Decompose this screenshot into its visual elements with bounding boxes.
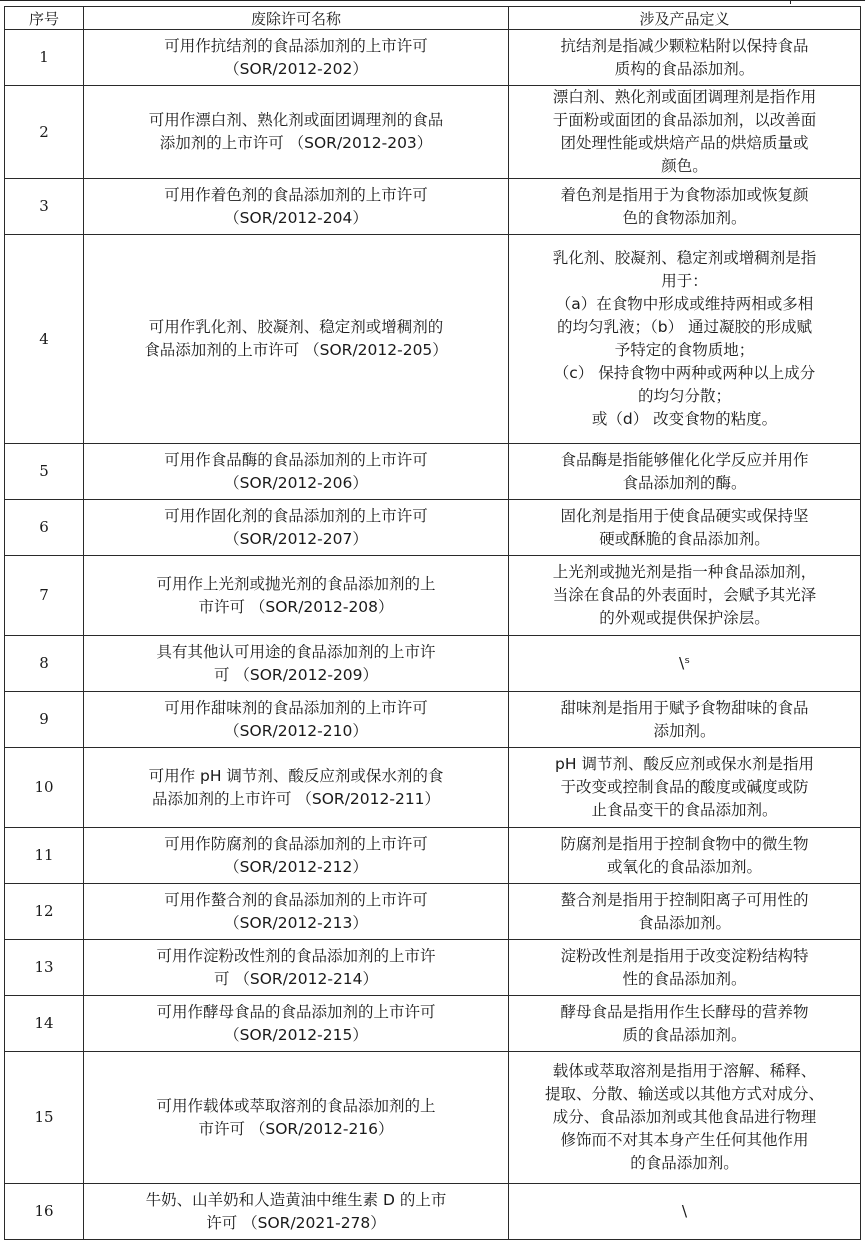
row-index: 4 (5, 235, 84, 444)
permit-name-line: 可 （SOR/2012-214） (213, 969, 379, 988)
permit-name-cell (84, 500, 509, 556)
permit-name-line: （SOR/2012-207） (224, 529, 368, 548)
permit-name-cell (84, 940, 509, 996)
permit-name-cell (84, 996, 509, 1052)
row-index: 14 (5, 996, 84, 1052)
definition-line: 质构的食品添加剂。 (614, 59, 755, 78)
product-definition-cell (509, 940, 861, 996)
definition-line: 于面粉或面团的食品添加剂，以改善面 (552, 111, 817, 129)
permit-name-line: （SOR/2012-206） (224, 473, 368, 492)
permit-name-line: 可用作 pH 调节剂、酸反应剂或保水剂的食 (148, 766, 444, 785)
permit-name-line: 市许可 （SOR/2012-208） (198, 597, 394, 616)
permit-name-line: 可用作食品酶的食品添加剂的上市许可 (164, 450, 428, 469)
product-definition-cell (509, 828, 861, 884)
definition-line: 食品添加剂。 (637, 913, 731, 932)
definition-line: 于改变或控制食品的酸度或碱度或防 (560, 778, 809, 796)
definition-line: （c） 保持食物中两种或两种以上成分 (553, 364, 816, 382)
permit-name-line: （SOR/2012-202） (224, 59, 368, 78)
row-index: 5 (5, 444, 84, 500)
definition-line: 酵母食品是指用作生长酵母的营养物 (560, 1002, 809, 1021)
header-product-definition: 涉及产品定义 (509, 7, 861, 30)
permit-name-line: 可 （SOR/2012-209） (213, 665, 379, 684)
permit-name-cell (84, 884, 509, 940)
definition-line: 修饰而不对其本身产生任何其他作用 (560, 1131, 809, 1149)
definition-line: 的均匀分散； (637, 387, 731, 405)
definition-line: 提取、分散、输送或以其他方式对成分、 (544, 1085, 824, 1103)
definition-line: \ (681, 1202, 688, 1220)
header-permit-name: 废除许可名称 (84, 7, 509, 30)
table-row (5, 996, 861, 1052)
row-index: 1 (5, 30, 84, 86)
permit-name-line: 具有其他认可用途的食品添加剂的上市许 (156, 642, 436, 661)
permit-name-line: 可用作甜味剂的食品添加剂的上市许可 (164, 698, 428, 717)
permit-name-line: 可用作螯合剂的食品添加剂的上市许可 (164, 890, 428, 909)
definition-line: pH 调节剂、酸反应剂或保水剂是指用 (555, 755, 814, 773)
permit-name-cell (84, 444, 509, 500)
permit-name-line: 食品添加剂的上市许可 （SOR/2012-205） (144, 341, 448, 359)
permit-name-cell (84, 636, 509, 692)
permit-name-line: （SOR/2012-210） (224, 721, 368, 740)
permit-name-line: 许可 （SOR/2021-278） (206, 1213, 386, 1232)
permit-name-line: 可用作乳化剂、胶凝剂、稳定剂或增稠剂的 (148, 318, 444, 336)
product-definition-cell (509, 179, 861, 235)
table-row (5, 636, 861, 692)
definition-line: 抗结剂是指减少颗粒粘附以保持食品 (560, 36, 809, 55)
product-definition-cell (509, 636, 861, 692)
definition-line: 性的食品添加剂。 (622, 969, 747, 988)
permit-name-line: （SOR/2012-212） (224, 857, 368, 876)
top-rule (0, 0, 865, 5)
definition-line: 或（d） 改变食物的粘度。 (591, 410, 778, 428)
permit-name-line: 可用作淀粉改性剂的食品添加剂的上市许 (156, 946, 436, 965)
definition-line: 颜色。 (661, 157, 708, 175)
header-index: 序号 (5, 7, 84, 30)
definition-line: 载体或萃取溶剂是指用于溶解、稀释、 (552, 1062, 817, 1080)
permit-name-line: 可用作防腐剂的食品添加剂的上市许可 (164, 834, 428, 853)
permit-name-line: 可用作载体或萃取溶剂的食品添加剂的上 (156, 1096, 436, 1115)
permit-name-cell (84, 179, 509, 235)
product-definition-cell (509, 1052, 861, 1184)
permit-name-line: 可用作酵母食品的食品添加剂的上市许可 (156, 1002, 436, 1021)
header-row (5, 7, 861, 30)
permit-name-line: 牛奶、山羊奶和人造黄油中维生素 D 的上市 (145, 1190, 447, 1209)
permit-name-cell (84, 235, 509, 444)
permit-name-line: 可用作固化剂的食品添加剂的上市许可 (164, 506, 428, 525)
top-rule-tick (790, 0, 791, 4)
permit-name-line: 可用作漂白剂、熟化剂或面团调理剂的食品 (148, 111, 444, 129)
table-row (5, 444, 861, 500)
row-index: 16 (5, 1184, 84, 1240)
definition-line: 上光剂或抛光剂是指一种食品添加剂， (552, 563, 817, 581)
product-definition-cell (509, 692, 861, 748)
product-definition-cell (509, 500, 861, 556)
row-index: 9 (5, 692, 84, 748)
definition-line: 团处理性能或烘焙产品的烘焙质量或 (560, 134, 809, 152)
row-index: 3 (5, 179, 84, 235)
definition-line: 乳化剂、胶凝剂、稳定剂或增稠剂是指 (552, 249, 817, 267)
definition-line: 防腐剂是指用于控制食物中的微生物 (560, 834, 809, 853)
table-row (5, 828, 861, 884)
table-row (5, 556, 861, 636)
definition-line: \ˢ (678, 654, 690, 672)
permit-name-line: （SOR/2012-204） (224, 208, 368, 227)
row-index: 11 (5, 828, 84, 884)
definition-line: （a）在食物中形成或维持两相或多相 (555, 295, 814, 313)
definition-line: 食品添加剂的酶。 (622, 473, 747, 492)
definition-line: 当涂在食品的外表面时，会赋予其光泽 (552, 586, 817, 604)
row-index: 7 (5, 556, 84, 636)
permit-name-line: 可用作上光剂或抛光剂的食品添加剂的上 (156, 574, 436, 593)
permit-name-cell (84, 1184, 509, 1240)
permit-name-cell (84, 692, 509, 748)
definition-line: 止食品变干的食品添加剂。 (591, 801, 778, 819)
definition-line: 甜味剂是指用于赋予食物甜味的食品 (560, 698, 809, 717)
definition-line: 色的食物添加剂。 (622, 208, 747, 227)
permit-name-cell (84, 748, 509, 828)
row-index: 10 (5, 748, 84, 828)
permit-name-line: 市许可 （SOR/2012-216） (198, 1119, 394, 1138)
product-definition-cell (509, 235, 861, 444)
table-row (5, 1184, 861, 1240)
permit-name-line: （SOR/2012-213） (224, 913, 368, 932)
table-row (5, 884, 861, 940)
permit-name-line: 可用作着色剂的食品添加剂的上市许可 (164, 185, 428, 204)
table-row (5, 235, 861, 444)
permit-name-line: 添加剂的上市许可 （SOR/2012-203） (159, 134, 433, 152)
definition-line: 成分、食品添加剂或其他食品进行物理 (552, 1108, 817, 1126)
definition-line: 质的食品添加剂。 (622, 1025, 747, 1044)
table-row (5, 692, 861, 748)
table-row (5, 748, 861, 828)
product-definition-cell (509, 748, 861, 828)
definition-line: 着色剂是指用于为食物添加或恢复颜 (560, 185, 809, 204)
table-row (5, 500, 861, 556)
definition-line: 的均匀乳液；（b） 通过凝胶的形成赋 (556, 318, 813, 336)
definition-line: 或氧化的食品添加剂。 (606, 857, 762, 876)
permit-name-line: 品添加剂的上市许可 （SOR/2012-211） (151, 789, 441, 808)
product-definition-cell (509, 444, 861, 500)
definition-line: 的食品添加剂。 (630, 1154, 739, 1172)
definition-line: 食品酶是指能够催化化学反应并用作 (560, 450, 809, 469)
product-definition-cell (509, 556, 861, 636)
row-index: 6 (5, 500, 84, 556)
row-index: 2 (5, 86, 84, 179)
table-row (5, 179, 861, 235)
row-index: 13 (5, 940, 84, 996)
product-definition-cell (509, 884, 861, 940)
row-index: 8 (5, 636, 84, 692)
revoked-permits-table (4, 6, 861, 1240)
product-definition-cell (509, 996, 861, 1052)
permit-name-cell (84, 30, 509, 86)
permit-name-line: （SOR/2012-215） (224, 1025, 368, 1044)
product-definition-cell (509, 30, 861, 86)
permit-name-cell (84, 1052, 509, 1184)
definition-line: 硬或酥脆的食品添加剂。 (599, 529, 770, 548)
table-row (5, 940, 861, 996)
definition-line: 固化剂是指用于使食品硬实或保持坚 (560, 506, 809, 525)
definition-line: 予特定的食物质地； (614, 341, 755, 359)
permit-name-cell (84, 828, 509, 884)
permit-name-cell (84, 556, 509, 636)
table-row (5, 86, 861, 179)
row-index: 15 (5, 1052, 84, 1184)
definition-line: 淀粉改性剂是指用于改变淀粉结构特 (560, 946, 809, 965)
table-row (5, 30, 861, 86)
definition-line: 螯合剂是指用于控制阳离子可用性的 (560, 890, 809, 909)
definition-line: 用于： (661, 272, 708, 290)
product-definition-cell (509, 1184, 861, 1240)
table-row (5, 1052, 861, 1184)
definition-line: 漂白剂、熟化剂或面团调理剂是指作用 (552, 88, 817, 106)
row-index: 12 (5, 884, 84, 940)
definition-line: 的外观或提供保护涂层。 (599, 609, 770, 627)
permit-name-line: 可用作抗结剂的食品添加剂的上市许可 (164, 36, 428, 55)
product-definition-cell (509, 86, 861, 179)
table-body (5, 30, 861, 1240)
permit-name-cell (84, 86, 509, 179)
definition-line: 添加剂。 (653, 721, 716, 740)
